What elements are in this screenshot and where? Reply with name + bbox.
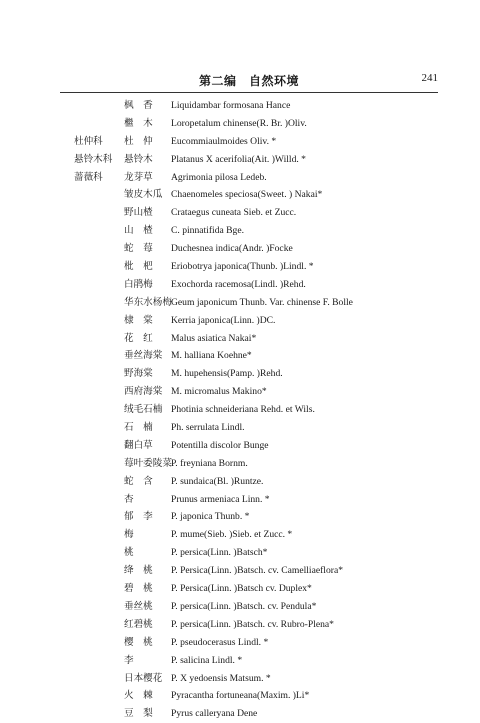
latin-name: Eucommiaulmoides Oliv. * <box>171 135 277 147</box>
latin-name: Eriobotrya japonica(Thunb. )Lindl. * <box>171 261 314 273</box>
chinese-name: 豆 梨 <box>124 708 153 720</box>
species-row <box>0 186 480 204</box>
latin-name: Kerria japonica(Linn. )DC. <box>171 314 276 326</box>
chinese-name: 火 棘 <box>124 690 153 702</box>
chinese-name: 枫 香 <box>124 100 153 111</box>
latin-name: M. hupehensis(Pamp. )Rehd. <box>171 368 283 380</box>
chinese-name: 华东水杨梅 <box>124 296 172 308</box>
species-row <box>0 258 480 276</box>
latin-name: Agrimonia pilosa Ledeb. <box>171 171 267 183</box>
chinese-name: 李 <box>124 654 134 666</box>
species-row <box>0 437 480 455</box>
species-row <box>0 276 480 294</box>
species-row <box>0 562 480 580</box>
latin-name: P. X yedoensis Matsum. * <box>171 672 271 684</box>
latin-name: Platanus X acerifolia(Ait. )Willd. * <box>171 153 306 165</box>
latin-name: P. freyniana Bornm. <box>171 457 248 469</box>
chinese-name: 桃 <box>124 547 134 559</box>
latin-name: Crataegus cuneata Sieb. et Zucc. <box>171 207 297 219</box>
header-rule <box>60 92 438 93</box>
latin-name: Duchesnea indica(Andr. )Focke <box>171 243 293 255</box>
chinese-name: 莓叶委陵菜 <box>124 457 172 469</box>
latin-name: P. pseudocerasus Lindl. * <box>171 636 269 648</box>
chinese-name: 花 红 <box>124 332 153 344</box>
chinese-name: 杏 <box>124 493 134 505</box>
species-row <box>0 151 480 169</box>
family-name: 蔷薇科 <box>74 171 103 183</box>
species-row <box>0 616 480 634</box>
latin-name: P. Persica(Linn. )Batsch. cv. Camelliaeflora* <box>171 565 344 577</box>
species-row <box>0 652 480 670</box>
latin-name: Loropetalum chinense(R. Br. )Oliv. <box>171 117 307 129</box>
family-name: 杜仲科 <box>74 135 103 147</box>
species-row <box>0 383 480 401</box>
species-row <box>0 526 480 544</box>
species-row <box>0 365 480 383</box>
latin-name: Photinia schneideriana Rehd. et Wils. <box>171 404 315 416</box>
latin-name: P. japonica Thunb. * <box>171 511 250 523</box>
chinese-name: 皱皮木瓜 <box>124 189 163 201</box>
species-row <box>0 222 480 240</box>
latin-name: Potentilla discolor Bunge <box>171 439 269 451</box>
species-row <box>0 133 480 151</box>
species-row <box>0 330 480 348</box>
chinese-name: 垂丝海棠 <box>124 350 163 362</box>
chinese-name: 野海棠 <box>124 368 153 380</box>
chinese-name: 枇 杷 <box>124 261 153 273</box>
species-row <box>0 670 480 688</box>
latin-name: P. persica(Linn. )Batsch. cv. Rubro-Plena* <box>171 618 334 630</box>
species-list <box>0 97 480 723</box>
chinese-name: 碧 桃 <box>124 583 153 595</box>
family-name: 悬铃木科 <box>74 153 113 165</box>
chinese-name: 檵 木 <box>124 117 153 129</box>
species-row <box>0 240 480 258</box>
latin-name: Malus asiatica Nakai* <box>171 332 257 344</box>
chinese-name: 悬铃木 <box>124 153 153 165</box>
latin-name: P. persica(Linn. )Batsch. cv. Pendula* <box>171 600 317 612</box>
latin-name: Geum japonicum Thunb. Var. chinense F. Bolle <box>171 296 353 308</box>
latin-name: Liquidambar formosana Hance <box>171 100 291 111</box>
latin-name: P. mume(Sieb. )Sieb. et Zucc. * <box>171 529 293 541</box>
species-row <box>0 544 480 562</box>
page-header <box>60 70 438 92</box>
chinese-name: 野山楂 <box>124 207 153 219</box>
chinese-name: 石 楠 <box>124 422 153 434</box>
chinese-name: 翻白草 <box>124 439 153 451</box>
latin-name: C. pinnatifida Bge. <box>171 225 245 237</box>
species-row <box>0 687 480 705</box>
chinese-name: 蛇 含 <box>124 475 153 487</box>
species-row <box>0 705 480 723</box>
chinese-name: 龙芽草 <box>124 171 153 183</box>
chinese-name: 杜 仲 <box>124 135 153 147</box>
page-number: 241 <box>421 72 438 84</box>
section-title: 第二编 自然环境 <box>198 74 299 88</box>
chinese-name: 绛 桃 <box>124 565 153 577</box>
latin-name: M. micromalus Makino* <box>171 386 267 398</box>
chinese-name: 西府海棠 <box>124 386 163 398</box>
species-row <box>0 491 480 509</box>
chinese-name: 白鹃梅 <box>124 278 153 290</box>
latin-name: Prunus armeniaca Linn. * <box>171 493 270 505</box>
species-row <box>0 455 480 473</box>
chinese-name: 郁 李 <box>124 511 153 523</box>
chinese-name: 樱 桃 <box>124 636 153 648</box>
species-row <box>0 169 480 187</box>
latin-name: Exochorda racemosa(Lindl. )Rehd. <box>171 278 306 290</box>
latin-name: P. sundaica(Bl. )Runtze. <box>171 475 264 487</box>
species-row <box>0 598 480 616</box>
species-row <box>0 580 480 598</box>
species-row <box>0 347 480 365</box>
latin-name: Pyrus calleryana Dene <box>171 708 258 720</box>
species-row <box>0 419 480 437</box>
latin-name: Chaenomeles speciosa(Sweet. ) Nakai* <box>171 189 323 201</box>
chinese-name: 梅 <box>124 529 134 541</box>
latin-name: M. halliana Koehne* <box>171 350 252 362</box>
chinese-name: 蛇 莓 <box>124 243 153 255</box>
species-row <box>0 634 480 652</box>
species-row <box>0 294 480 312</box>
latin-name: P. salicina Lindl. * <box>171 654 243 666</box>
chinese-name: 棣 棠 <box>124 314 153 326</box>
chinese-name: 红碧桃 <box>124 618 153 630</box>
species-row <box>0 473 480 491</box>
chinese-name: 山 楂 <box>124 225 153 237</box>
latin-name: Pyracantha fortuneana(Maxim. )Li* <box>171 690 310 702</box>
latin-name: P. persica(Linn. )Batsch* <box>171 547 268 559</box>
chinese-name: 日本樱花 <box>124 672 163 684</box>
chinese-name: 垂丝桃 <box>124 600 153 612</box>
species-row <box>0 115 480 133</box>
chinese-name: 绒毛石楠 <box>124 404 163 416</box>
species-row <box>0 401 480 419</box>
species-row <box>0 97 480 115</box>
species-row <box>0 312 480 330</box>
species-row <box>0 204 480 222</box>
species-row <box>0 508 480 526</box>
latin-name: Ph. serrulata Lindl. <box>171 422 245 434</box>
latin-name: P. Persica(Linn. )Batsch cv. Duplex* <box>171 583 312 595</box>
